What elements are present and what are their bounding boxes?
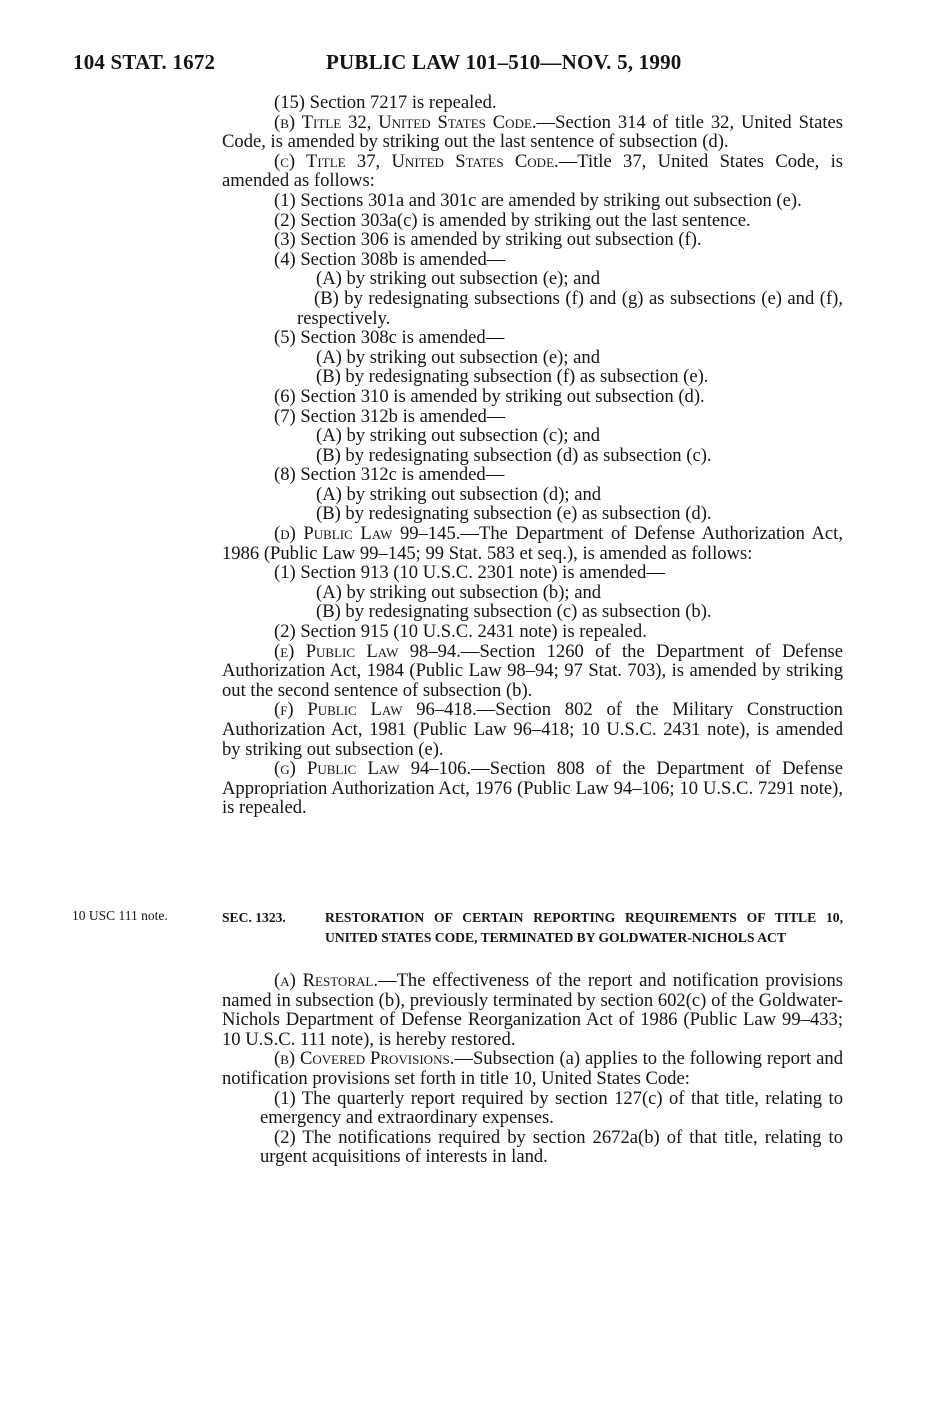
paragraph: [220, 289, 843, 328]
paragraph-text: —The Department of Defense Authorization Act, 1986 (Public Law 99–145; 99 Stat. 583 et seq.), is amended as follows:: [222, 523, 843, 564]
paragraph-text: (15) Section 7217 is repealed.: [274, 92, 497, 113]
paragraph-heading: (g) Public Law 94–106.: [274, 758, 472, 780]
paragraph: [222, 1049, 843, 1088]
section-heading: [222, 908, 843, 948]
paragraph-text: (8) Section 312c is amended—: [274, 464, 505, 486]
section-title: RESTORATION OF CERTAIN REPORTING REQUIREMENTS OF TITLE 10, UNITED STATES CODE, TERMINATED BY GOLDWATER-NICHOLS ACT: [325, 910, 843, 945]
paragraph: [222, 642, 843, 701]
page-running-head: PUBLIC LAW 101–510—NOV. 5, 1990: [326, 50, 682, 74]
paragraph: [222, 113, 843, 152]
paragraph-text: (7) Section 312b is amended—: [274, 405, 506, 427]
paragraph: [222, 971, 843, 1049]
paragraph-text: (2) The notifications required by section 2672a(b) of that title, relating to urgent acquisitions of interests in land.: [260, 1126, 843, 1168]
paragraph-text: —Section 314 of title 32, United States Code, is amended by striking out the last sentence of subsection (d).: [222, 111, 843, 153]
paragraph: [222, 563, 843, 583]
paragraph-heading: (c) Title 37, United States Code.: [274, 150, 559, 172]
paragraph: [222, 328, 843, 348]
section-body: [222, 971, 843, 1167]
paragraph-text: (4) Section 308b is amended—: [274, 248, 506, 270]
paragraph: [222, 602, 843, 622]
page-stat-citation: 104 STAT. 1672: [73, 50, 216, 74]
paragraph-text: —Section 808 of the Department of Defense Appropriation Authorization Act, 1976 (Public Law 94–106; 10 U.S.C. 7291 note), is repealed.: [222, 758, 843, 819]
paragraph: [222, 622, 843, 642]
paragraph: [222, 700, 843, 759]
paragraph-heading: (e) Public Law 98–94.: [274, 640, 461, 662]
paragraph-text: (1) Sections 301a and 301c are amended by striking out subsection (e).: [274, 189, 802, 211]
paragraph: [222, 152, 843, 191]
margin-note: 10 USC 111 note.: [72, 908, 168, 923]
paragraph: [222, 387, 843, 407]
paragraph-heading: (b) Covered Provisions.: [274, 1048, 455, 1070]
paragraph-text: (1) Section 913 (10 U.S.C. 2301 note) is amended—: [274, 562, 665, 584]
paragraph-text: —Title 37, United States Code, is amended as follows:: [222, 150, 843, 192]
paragraph-text: (2) Section 915 (10 U.S.C. 2431 note) is repealed.: [274, 621, 647, 643]
section-number: SEC. 1323.: [222, 910, 286, 925]
paragraph: [222, 211, 843, 231]
paragraph: [222, 504, 843, 524]
paragraph-text: (B) by redesignating subsections (f) and (g) as subsections (e) and (f), respectively.: [297, 287, 843, 329]
paragraph: [222, 446, 843, 466]
paragraph: [222, 269, 843, 289]
paragraph: [222, 250, 843, 270]
paragraph-text: —Section 802 of the Military Construction Authorization Act, 1981 (Public Law 96–418; 10 U.S.C. 2431 note), is amended by striking out subsection (e).: [222, 699, 843, 760]
paragraph: [222, 426, 843, 446]
paragraph-text: (A) by striking out subsection (c); and: [316, 425, 601, 447]
paragraph-text: (A) by striking out subsection (d); and: [316, 483, 602, 505]
paragraph: [222, 230, 843, 250]
paragraph: [222, 583, 843, 603]
paragraph: [222, 485, 843, 505]
paragraph: [222, 348, 843, 368]
paragraph-text: (5) Section 308c is amended—: [274, 327, 505, 349]
paragraph-text: —The effectiveness of the report and notification provisions named in subsection (b), previously terminated by section 602(c) of the Goldwater-Nichols Department of Defense Reorganization Act of 1986 (Public Law 99–433; 10 U.S.C. 111 note), is hereby restored.: [222, 970, 843, 1050]
paragraph-text: —Subsection (a) applies to the following report and notification provisions set forth in title 10, United States Code:: [222, 1048, 843, 1089]
paragraph-heading: (a) Restoral.: [274, 970, 378, 991]
paragraph: [222, 759, 843, 818]
paragraph-text: (A) by striking out subsection (b); and: [316, 581, 602, 603]
paragraph: [222, 465, 843, 485]
paragraph-text: (6) Section 310 is amended by striking out subsection (d).: [274, 385, 705, 407]
paragraph-heading: (d) Public Law 99–145.: [274, 523, 461, 545]
statute-body: [222, 93, 843, 818]
paragraph-text: (B) by redesignating subsection (d) as subsection (c).: [316, 444, 712, 466]
paragraph: [222, 524, 843, 563]
paragraph-text: (B) by redesignating subsection (c) as subsection (b).: [316, 601, 712, 623]
paragraph: [222, 1089, 843, 1128]
paragraph-heading: (b) Title 32, United States Code.: [274, 111, 537, 133]
paragraph: [222, 191, 843, 211]
paragraph-text: (A) by striking out subsection (e); and: [316, 346, 601, 368]
paragraph-text: —Section 1260 of the Department of Defense Authorization Act, 1984 (Public Law 98–94; 97 Stat. 703), is amended by striking out the second sentence of subsection (b).: [222, 640, 843, 701]
paragraph-text: (B) by redesignating subsection (e) as subsection (d).: [316, 503, 712, 525]
paragraph: [222, 407, 843, 427]
paragraph: [222, 93, 843, 113]
paragraph-heading: (f) Public Law 96–418.: [274, 699, 477, 721]
paragraph: [222, 367, 843, 387]
paragraph-text: (2) Section 303a(c) is amended by striking out the last sentence.: [274, 209, 751, 231]
paragraph-text: (3) Section 306 is amended by striking out subsection (f).: [274, 229, 702, 251]
paragraph-text: (B) by redesignating subsection (f) as subsection (e).: [316, 366, 709, 388]
paragraph-text: (1) The quarterly report required by section 127(c) of that title, relating to emergency and extraordinary expenses.: [260, 1087, 843, 1129]
paragraph: [222, 1128, 843, 1167]
paragraph-text: (A) by striking out subsection (e); and: [316, 268, 601, 290]
